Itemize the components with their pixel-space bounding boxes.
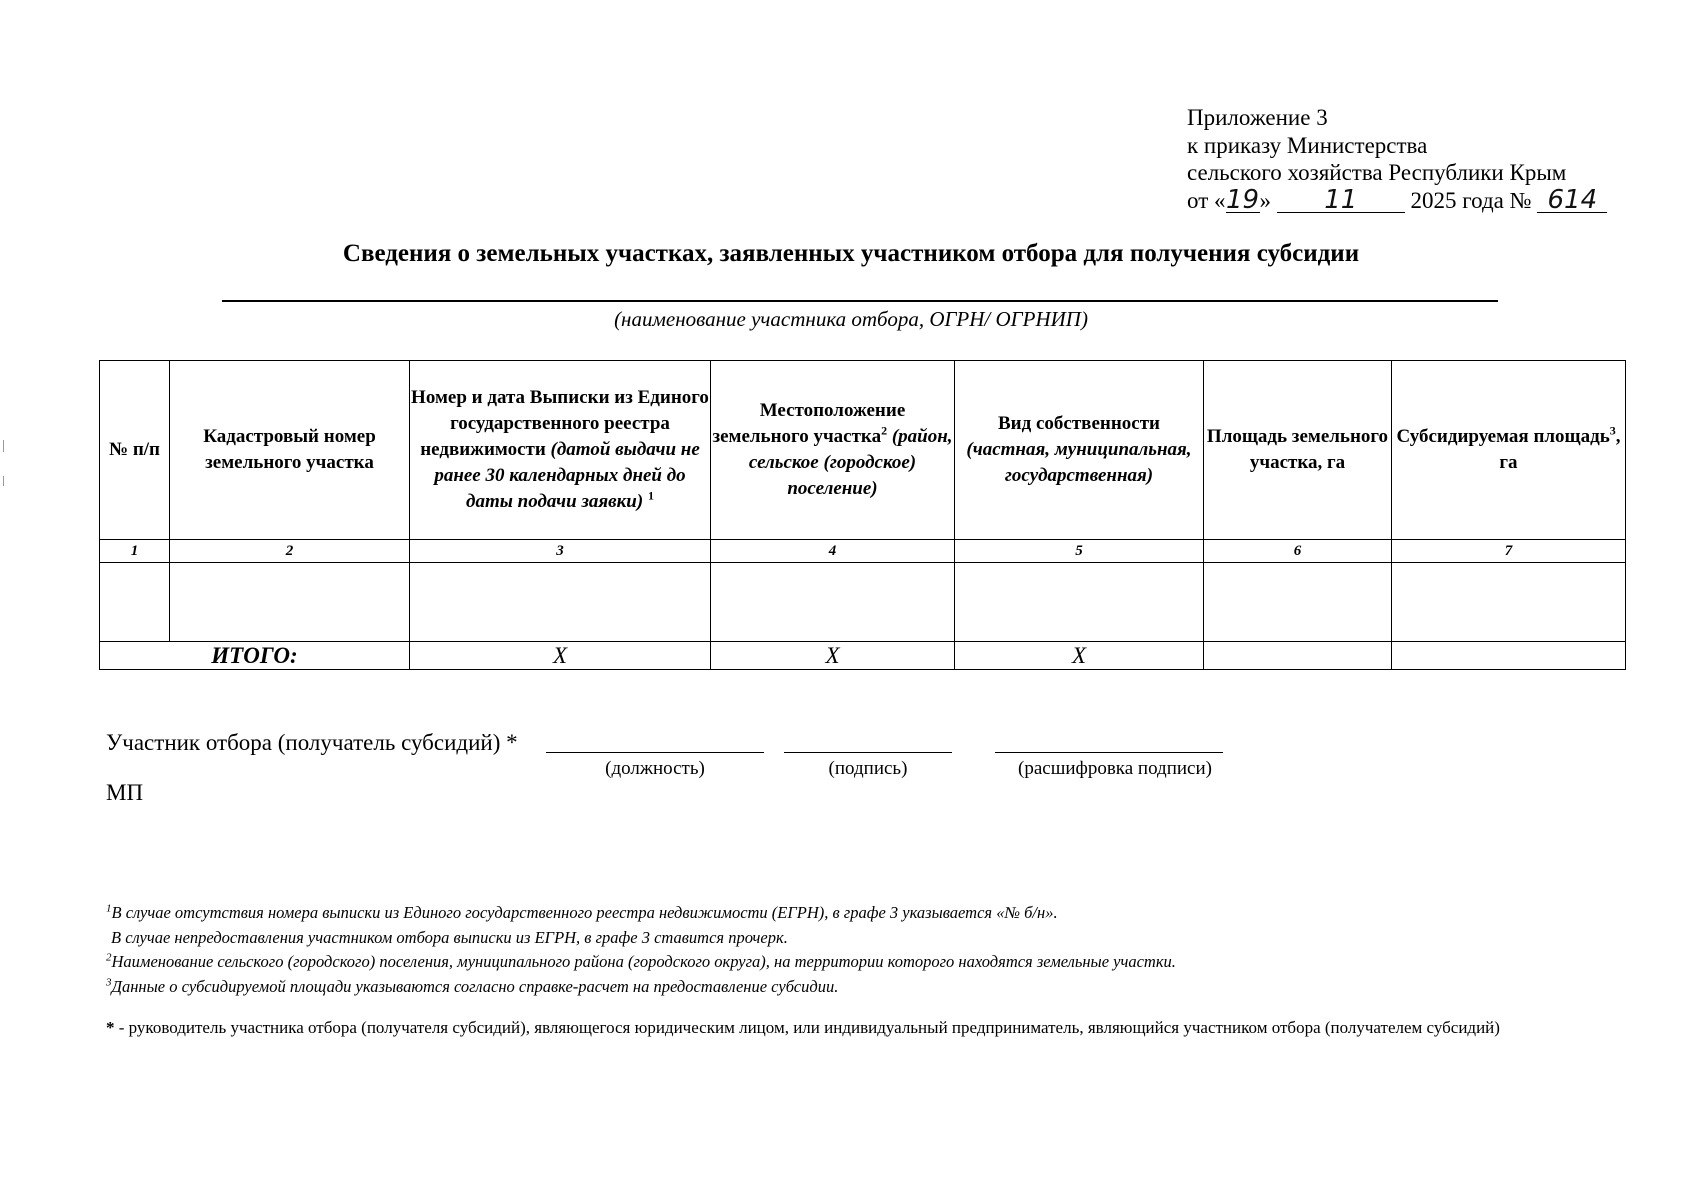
header-col-3: [410, 361, 711, 540]
note-asterisk: *: [106, 1018, 115, 1037]
header-col-5-bold: Вид собственности: [998, 413, 1160, 434]
total-col-5: X: [955, 642, 1204, 670]
total-row: [100, 642, 1626, 670]
header-col-4: [711, 361, 955, 540]
participant-label: Участник отбора (получатель субсидий) *: [106, 730, 518, 755]
scan-mark: [3, 440, 4, 452]
total-label: ИТОГО:: [100, 642, 410, 670]
cell-empty[interactable]: [1392, 563, 1626, 642]
header-col-6: Площадь земельного участка, га: [1204, 361, 1392, 540]
column-number: 4: [711, 540, 955, 563]
total-col-4: X: [711, 642, 955, 670]
scan-mark: [3, 476, 4, 486]
column-number-row: [100, 540, 1626, 563]
column-number: 3: [410, 540, 711, 563]
handwritten-month: 11: [1277, 188, 1405, 213]
total-col-6[interactable]: [1204, 642, 1392, 670]
signature-line[interactable]: [784, 752, 952, 753]
column-number: 6: [1204, 540, 1392, 563]
handwritten-day: 19: [1225, 184, 1260, 215]
header-col-2: Кадастровый номер земельного участка: [170, 361, 410, 540]
appendix-block: [1187, 104, 1607, 214]
position-line[interactable]: [546, 752, 764, 753]
participant-name-caption: (наименование участника отбора, ОГРН/ ОГРНИП): [614, 307, 1088, 331]
footnote-3: [106, 975, 1176, 1000]
appendix-line-1: Приложение 3: [1187, 105, 1328, 130]
appendix-date-line: [1187, 184, 1607, 215]
appendix-line-2: к приказу Министерства: [1187, 132, 1428, 158]
participant-name-line[interactable]: [222, 300, 1498, 302]
footnote-1-continued: В случае непредоставления участником отбора выписки из ЕГРН, в графе 3 ставится прочерк.: [111, 927, 788, 947]
footnote-1-sup: 1: [106, 902, 112, 915]
footnote-2-sup: 2: [106, 951, 112, 964]
footnote-3-sup: 3: [106, 976, 112, 988]
caption-signature: (подпись): [828, 758, 908, 779]
total-col-3: X: [410, 642, 711, 670]
note-text: - руководитель участника отбора (получателя субсидий), являющегося юридическим лицом, или индивидуальный предприниматель, являющийся участником отбора (получателем субсидий): [114, 1018, 1500, 1037]
cell-empty[interactable]: [410, 563, 711, 642]
column-number: 5: [955, 540, 1204, 563]
footnote-2: [106, 950, 1176, 975]
handwritten-order-number: 614: [1537, 188, 1607, 213]
footnotes: [106, 901, 1176, 999]
header-col-3-bold: Номер и дата Выписки из Единого государственного реестра недвижимости: [411, 387, 709, 460]
column-number: 7: [1392, 540, 1626, 563]
column-number: 1: [100, 540, 170, 563]
header-col-7-post: , га: [1499, 426, 1621, 473]
cell-empty[interactable]: [955, 563, 1204, 642]
stamp-place: МП: [106, 780, 144, 805]
header-col-5: [955, 361, 1204, 540]
cell-empty[interactable]: [711, 563, 955, 642]
date-prefix: от «: [1187, 187, 1226, 213]
footnote-1: [106, 901, 1176, 926]
header-col-4-italic: (район, сельское (городское) поселение): [748, 426, 953, 499]
total-col-7[interactable]: [1392, 642, 1626, 670]
table-header-row: [100, 361, 1626, 540]
asterisk-note: [106, 1016, 1606, 1040]
header-col-7-pre: Субсидируемая площадь: [1396, 426, 1610, 447]
document-title: Сведения о земельных участках, заявленных участником отбора для получения субсидии: [342, 240, 1360, 267]
date-year: 2025 года №: [1410, 187, 1532, 213]
cell-empty[interactable]: [100, 563, 170, 642]
header-col-7-sup: 3: [1609, 423, 1616, 438]
appendix-line-3: сельского хозяйства Республики Крым: [1187, 160, 1567, 185]
column-number: 2: [170, 540, 410, 563]
header-col-5-italic: (частная, муниципальная, государственная): [966, 439, 1192, 486]
header-col-1: № п/п: [100, 361, 170, 540]
caption-position: (должность): [605, 758, 705, 779]
header-col-4-sup: 2: [881, 423, 888, 438]
cell-empty[interactable]: [170, 563, 410, 642]
footnote-1-text: В случае отсутствия номера выписки из Единого государственного реестра недвижимости (ЕГРН), в графе 3 указывается «№ б/н».: [111, 903, 1058, 922]
cell-empty[interactable]: [1204, 563, 1392, 642]
header-col-4-bold: Местоположение земельного участка: [712, 400, 906, 447]
signature-name-line[interactable]: [995, 752, 1223, 753]
caption-name: (расшифровка подписи): [1018, 758, 1212, 779]
table-row: [100, 563, 1626, 642]
footnote-2-text: Наименование сельского (городского) поселения, муниципального района (городского округа), на территории которого находятся земельные участки.: [111, 952, 1176, 971]
date-mid: »: [1259, 187, 1271, 213]
header-col-3-sup: 1: [647, 488, 654, 503]
header-col-3-italic: (датой выдачи не ранее 30 календарных дней до даты подачи заявки): [434, 439, 700, 512]
header-col-7: [1392, 361, 1626, 540]
footnote-3-text: Данные о субсидируемой площади указываются согласно справке-расчет на предоставление субсидии.: [111, 976, 839, 996]
land-plots-table: [99, 360, 1626, 670]
